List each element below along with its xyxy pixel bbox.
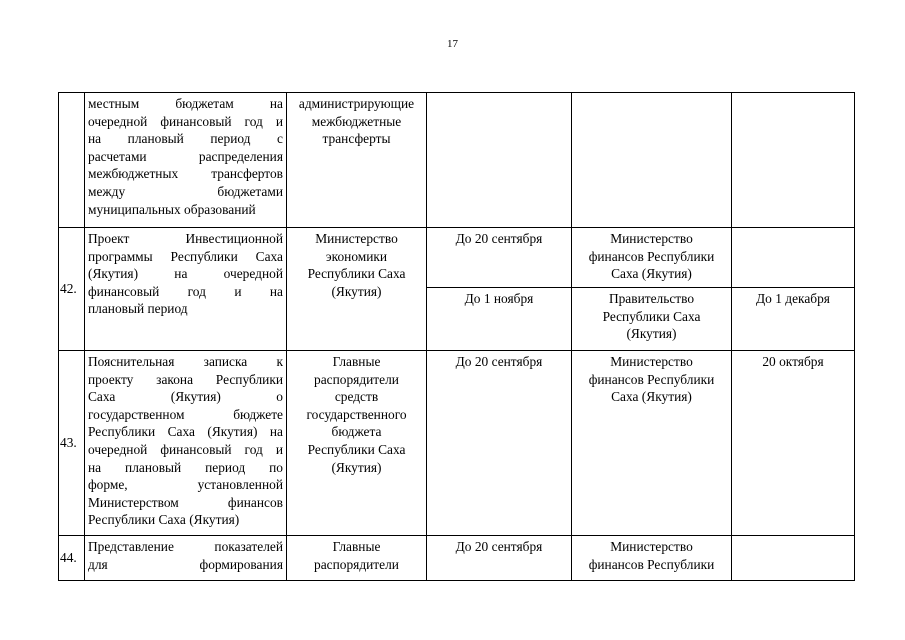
recipient-line: Министерство bbox=[610, 539, 693, 554]
responsible-line: (Якутия) bbox=[331, 283, 382, 299]
description-line: местным бюджетам на bbox=[88, 96, 283, 111]
row-deadline: До 20 сентября bbox=[427, 351, 572, 536]
row-responsible bbox=[287, 351, 427, 536]
description-line: Республики Саха (Якутия) на bbox=[88, 424, 283, 440]
responsible-line: Республики Саха bbox=[307, 266, 406, 282]
description-line: Представление показателей bbox=[88, 539, 283, 554]
responsible-line: администрирующие bbox=[298, 96, 415, 111]
responsible-line: трансферты bbox=[322, 131, 391, 147]
recipient-line: Республики Саха bbox=[602, 308, 701, 324]
description-line: Пояснительная записка к bbox=[88, 354, 283, 369]
row-description bbox=[85, 536, 287, 581]
recipient-line: финансов Республики bbox=[588, 371, 715, 387]
description-line: финансовый год и на bbox=[88, 283, 283, 299]
responsible-line: межбюджетные bbox=[311, 113, 402, 129]
responsible-line: (Якутия) bbox=[331, 459, 382, 475]
responsible-line: государственного bbox=[306, 406, 407, 422]
recipient-line: Министерство bbox=[610, 354, 693, 369]
row-recipient bbox=[572, 536, 732, 581]
row-number: 43. bbox=[59, 351, 85, 536]
page-number: 17 bbox=[447, 38, 458, 50]
row-recipient bbox=[572, 228, 732, 288]
recipient-line: Саха (Якутия) bbox=[611, 389, 692, 405]
responsible-line: Министерство bbox=[315, 231, 398, 246]
row-responsible bbox=[287, 228, 427, 351]
row-number: 42. bbox=[59, 228, 85, 351]
row-due-date bbox=[732, 228, 855, 288]
description-line: расчетами распределения bbox=[88, 148, 283, 164]
description-line: на плановый период по bbox=[88, 459, 283, 475]
row-deadline: До 20 сентября bbox=[427, 228, 572, 288]
recipient-line: Саха (Якутия) bbox=[611, 266, 692, 282]
recipient-line: (Якутия) bbox=[626, 326, 677, 342]
row-recipient bbox=[572, 93, 732, 228]
description-line: (Якутия) на очередной bbox=[88, 266, 283, 282]
row-due-date bbox=[732, 536, 855, 581]
description-line: государственном бюджете bbox=[88, 406, 283, 422]
description-line: между бюджетами bbox=[88, 183, 283, 199]
recipient-line: финансов Республики bbox=[588, 248, 715, 264]
description-line: на плановый период с bbox=[88, 131, 283, 147]
responsible-line: Главные bbox=[332, 354, 381, 369]
row-due-date: 20 октября bbox=[732, 351, 855, 536]
description-line: очередной финансовый год и bbox=[88, 113, 283, 129]
row-deadline bbox=[427, 93, 572, 228]
row-responsible bbox=[287, 93, 427, 228]
row-deadline: До 1 ноября bbox=[427, 288, 572, 351]
recipient-line: Правительство bbox=[608, 291, 695, 306]
responsible-line: экономики bbox=[325, 248, 388, 264]
row-description bbox=[85, 228, 287, 351]
row-description bbox=[85, 93, 287, 228]
description-line: форме, установленной bbox=[88, 477, 283, 493]
description-line: Республики Саха (Якутия) bbox=[88, 512, 240, 528]
responsible-line: бюджета bbox=[331, 424, 382, 440]
description-line: Саха (Якутия) о bbox=[88, 389, 283, 405]
row-due-date bbox=[732, 93, 855, 228]
recipient-line: финансов Республики bbox=[588, 556, 715, 572]
responsible-line: распорядители bbox=[314, 556, 399, 572]
table-row bbox=[59, 93, 855, 228]
row-description bbox=[85, 351, 287, 536]
description-line: плановый период bbox=[88, 301, 188, 317]
description-line: программы Республики Саха bbox=[88, 248, 283, 264]
description-line: для формирования bbox=[88, 556, 283, 572]
table-row bbox=[59, 536, 855, 581]
description-line: проекту закона Республики bbox=[88, 371, 283, 387]
row-recipient bbox=[572, 351, 732, 536]
schedule-table bbox=[58, 92, 855, 581]
description-line: очередной финансовый год и bbox=[88, 441, 283, 457]
row-recipient bbox=[572, 288, 732, 351]
row-deadline: До 20 сентября bbox=[427, 536, 572, 581]
row-responsible bbox=[287, 536, 427, 581]
description-line: Проект Инвестиционной bbox=[88, 231, 283, 246]
description-line: межбюджетных трансфертов bbox=[88, 166, 283, 182]
responsible-line: Республики Саха bbox=[307, 441, 406, 457]
description-line: муниципальных образований bbox=[88, 201, 256, 217]
description-line: Министерством финансов bbox=[88, 494, 283, 510]
responsible-line: средств bbox=[334, 389, 379, 405]
row-number bbox=[59, 93, 85, 228]
responsible-line: распорядители bbox=[314, 371, 399, 387]
row-due-date: До 1 декабря bbox=[732, 288, 855, 351]
recipient-line: Министерство bbox=[610, 231, 693, 246]
table-row bbox=[59, 228, 855, 288]
responsible-line: Главные bbox=[332, 539, 381, 554]
row-number: 44. bbox=[59, 536, 85, 581]
table-row bbox=[59, 351, 855, 536]
